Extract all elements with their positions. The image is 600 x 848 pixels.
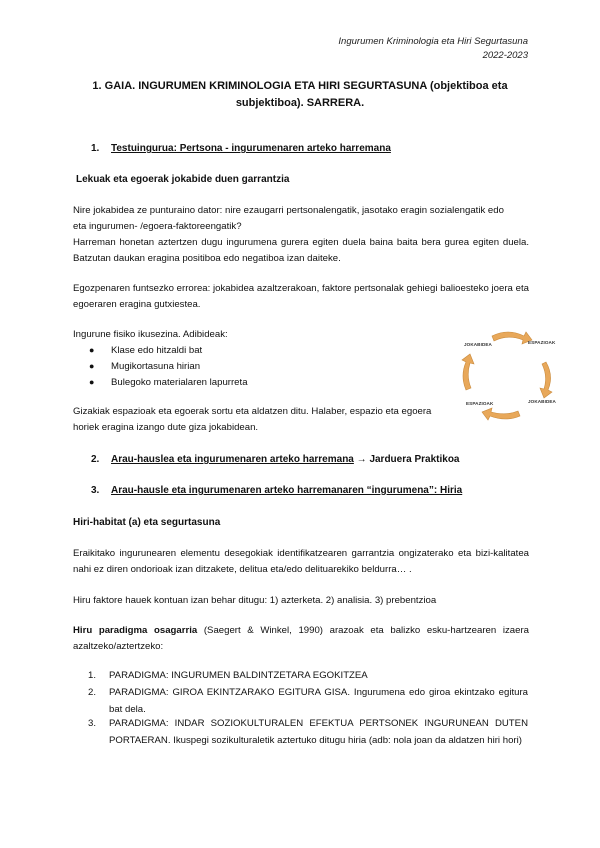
section1-para4 xyxy=(73,404,453,436)
paradigm-item xyxy=(88,685,528,718)
cycle-arrow-bottom xyxy=(482,408,520,420)
paradigm-text: PARADIGMA: GIROA EKINTZARAKO EGITURA GISA. Ingurumena edo giroa ekintzako egitura bat dela. xyxy=(109,687,528,715)
list-item-text: Bulegoko materialaren lapurreta xyxy=(111,377,248,388)
section3-para2: Hiru faktore hauek kontuan izan behar ditugu: 1) azterketa. 2) analisia. 3) prebentzioa xyxy=(73,595,437,606)
list-item xyxy=(89,361,200,372)
diagram-label-jokabidea-top: JOKABIDEA xyxy=(464,342,492,347)
section3-para3 xyxy=(73,623,529,655)
list-item-text: Klase edo hitzaldi bat xyxy=(111,345,203,356)
section2-suffix: Jarduera Praktikoa xyxy=(369,454,460,465)
section1-para4-line2: horiek eragina izango dute giza jokabidean. xyxy=(73,422,259,433)
diagram-label-espazioak-bottom: ESPAZIOAK xyxy=(466,401,494,406)
diagram-label-jokabidea-bottom: JOKABIDEA xyxy=(528,399,556,404)
section1-para4-line1: Gizakiak espazioak eta egoerak sortu eta aldatzen ditu. Halaber, espazio eta egoera xyxy=(73,406,432,417)
header-year: 2022-2023 xyxy=(482,50,528,61)
section2-number: 2. xyxy=(91,454,100,465)
list-item xyxy=(89,377,248,388)
cycle-arrow-top xyxy=(492,332,532,344)
section3-para3-bold: Hiru paradigma osagarria xyxy=(73,625,198,636)
diagram-label-espazioak-top: ESPAZIOAK xyxy=(528,340,556,345)
paradigm-number: 2. xyxy=(88,687,97,698)
cycle-arrow-right xyxy=(540,362,552,398)
page-title xyxy=(90,78,510,112)
paradigm-text: PARADIGMA: INDAR SOZIOKULTURALEN EFEKTUA PERTSONEK INGURUNEAN DUTEN PORTAERAN. Ikuspegi sozikulturaletik aztertuko ditugu hiria (adb: nola joan da aldatzen hiri hori) xyxy=(109,718,528,746)
section1-list-intro: Ingurune fisiko ikusezina. Adibideak: xyxy=(73,329,228,340)
section3-title: Arau-hausle eta ingurumenaren arteko harremanaren “ingurumena”: Hiria xyxy=(111,485,463,496)
section1-para3: Egozpenaren funtsezko errorea: jokabidea azaltzerakoan, faktore pertsonalak gehiegi balioesteko joera eta egoeraren eragina gutxiestea. xyxy=(73,283,529,310)
paradigm-number: 1. xyxy=(88,670,97,681)
section1-para2: Harreman honetan aztertzen dugu ingurumena gurera egiten duela baina baita bera gurea egiten duela. Batzutan daukan eragina positiboa edo negatiboa izan daiteke. xyxy=(73,237,529,264)
section2-title: Arau-hauslea eta ingurumenaren arteko harremana xyxy=(111,454,354,465)
paradigm-number: 3. xyxy=(88,718,97,729)
section3-para3-rest: (Saegert & Winkel, 1990) arazoak eta balizko esku-hartzearen izaera azaltzeko/aztertzeko: xyxy=(73,625,529,652)
list-item-text: Mugikortasuna hirian xyxy=(111,361,201,372)
page-title-line2: subjektiboa). SARRERA. xyxy=(235,97,365,109)
header-subject: Ingurumen Kriminologia eta Hiri Segurtasuna xyxy=(338,36,528,47)
section3-number: 3. xyxy=(91,485,100,496)
paradigm-text: PARADIGMA: INGURUMEN BALDINTZETARA EGOKITZEA xyxy=(109,670,368,681)
section1-para1-line2: eta ingurumen- /egoera-faktoreengatik? xyxy=(73,221,242,232)
section1-para1-line1: Nire jokabidea ze punturaino dator: nire ezaugarri pertsonalengatik, jasotako eragin sozialengatik edo xyxy=(73,205,504,216)
list-item xyxy=(89,345,202,356)
bullet-glyph: ● xyxy=(89,361,95,371)
section2-heading xyxy=(91,454,460,465)
paradigm-item xyxy=(88,716,528,749)
section3-subheading: Hiri-habitat (a) eta segurtasuna xyxy=(73,517,221,528)
bullet-glyph: ● xyxy=(89,377,95,387)
section1-para1 xyxy=(73,203,529,235)
section3-para1: Eraikitako ingurunearen elementu desegokiak identifikatzearen garrantzia ongizaterako eta bizi-kalitatea nahi ez diren ondorioak izan ditzakete, delitua eta/edo delituarekiko beldurra… . xyxy=(73,548,529,575)
section1-number: 1. xyxy=(91,143,100,154)
section3-heading xyxy=(91,485,462,496)
paradigm-item xyxy=(88,668,528,685)
cycle-diagram xyxy=(456,326,556,426)
cycle-arrow-left xyxy=(462,354,474,390)
section1-subheading: Lekuak eta egoerak jokabide duen garrantzia xyxy=(76,174,290,185)
section2-arrow: → xyxy=(356,454,367,465)
bullet-glyph: ● xyxy=(89,345,95,355)
page-title-line1: 1. GAIA. INGURUMEN KRIMINOLOGIA ETA HIRI SEGURTASUNA (objektiboa eta xyxy=(92,80,508,92)
section1-title: Testuingurua: Pertsona - ingurumenaren arteko harremana xyxy=(111,143,391,154)
section1-heading xyxy=(91,143,391,154)
